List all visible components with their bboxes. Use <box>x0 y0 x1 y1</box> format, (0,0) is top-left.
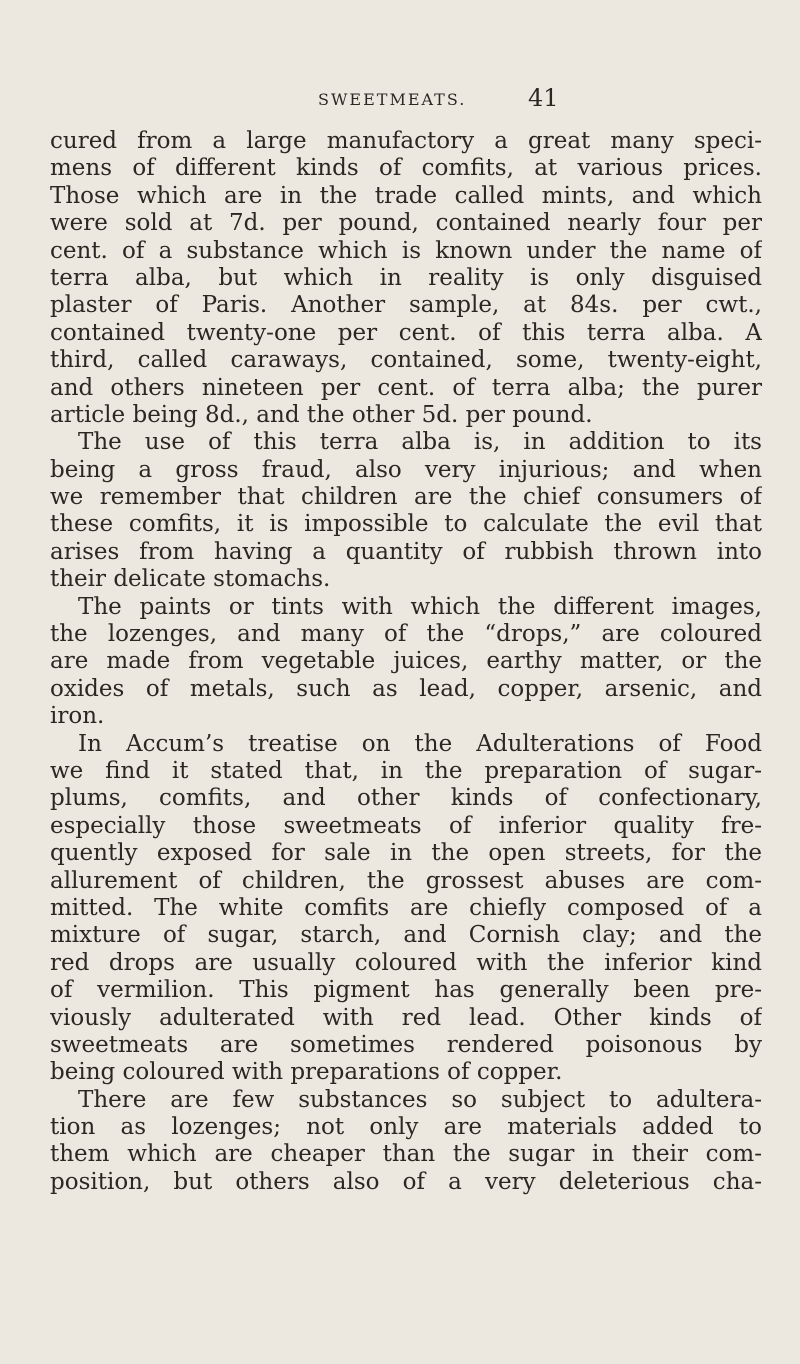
text-line: arises from having a quantity of rubbish thrown into <box>50 538 762 565</box>
text-line: plaster of Paris. Another sample, at 84s. per cwt., <box>50 292 762 319</box>
text-line: tion as lozenges; not only are materials added to <box>50 1114 762 1141</box>
text-line: especially those sweetmeats of inferior quality fre- <box>50 812 762 839</box>
text-line: are made from vegetable juices, earthy matter, or the <box>50 648 762 675</box>
text-line: of vermilion. This pigment has generally been pre- <box>50 977 762 1004</box>
text-line: these comfits, it is impossible to calculate the evil that <box>50 511 762 538</box>
text-line: iron. <box>50 703 105 730</box>
text-line: mixture of sugar, starch, and Cornish clay; and the <box>50 922 762 949</box>
text-line: and others nineteen per cent. of terra alba; the purer <box>50 374 762 401</box>
text-line: article being 8d., and the other 5d. per pound. <box>50 401 593 428</box>
text-line: were sold at 7d. per pound, contained nearly four per <box>50 210 762 237</box>
text-line: being a gross fraud, also very injurious; and when <box>50 456 762 483</box>
text-line: being coloured with preparations of copper. <box>50 1059 563 1086</box>
text-line: cured from a large manufactory a great many speci- <box>50 128 762 154</box>
text-line: plums, comfits, and other kinds of confectionary, <box>50 785 762 812</box>
page-number: 41 <box>528 84 559 112</box>
text-line: red drops are usually coloured with the inferior kind <box>50 949 762 976</box>
text-line: mens of different kinds of comfits, at various prices. <box>50 155 762 182</box>
text-line: The paints or tints with which the different images, <box>78 593 762 620</box>
running-head <box>0 86 800 116</box>
text-line: oxides of metals, such as lead, copper, arsenic, and <box>50 675 762 702</box>
text-line: The use of this terra alba is, in addition to its <box>78 429 762 456</box>
text-line: we remember that children are the chief consumers of <box>50 484 762 511</box>
text-line: allurement of children, the grossest abuses are com- <box>50 867 762 894</box>
text-line: viously adulterated with red lead. Other kinds of <box>50 1004 762 1031</box>
text-line: sweetmeats are sometimes rendered poisonous by <box>50 1031 762 1058</box>
running-head-title: SWEETMEATS. <box>318 90 467 109</box>
text-line: Those which are in the trade called mints, and which <box>50 182 762 209</box>
text-line: cent. of a substance which is known under the name of <box>50 237 762 264</box>
text-line: There are few substances so subject to adultera- <box>78 1086 762 1113</box>
text-line: we find it stated that, in the preparation of sugar- <box>50 757 762 784</box>
body-text <box>50 128 762 1196</box>
text-line: third, called caraways, contained, some, twenty-eight, <box>50 347 762 374</box>
text-line: In Accum’s treatise on the Adulterations of Food <box>78 730 762 757</box>
text-line: contained twenty-one per cent. of this terra alba. A <box>50 319 762 346</box>
text-line: position, but others also of a very deleterious cha- <box>50 1168 762 1195</box>
text-line: mitted. The white comfits are chiefly composed of a <box>50 894 762 921</box>
text-line: them which are cheaper than the sugar in their com- <box>50 1141 762 1168</box>
text-line: quently exposed for sale in the open streets, for the <box>50 840 762 867</box>
text-line: their delicate stomachs. <box>50 566 331 593</box>
text-line: terra alba, but which in reality is only disguised <box>50 264 762 291</box>
text-line: the lozenges, and many of the “drops,” are coloured <box>50 621 762 648</box>
